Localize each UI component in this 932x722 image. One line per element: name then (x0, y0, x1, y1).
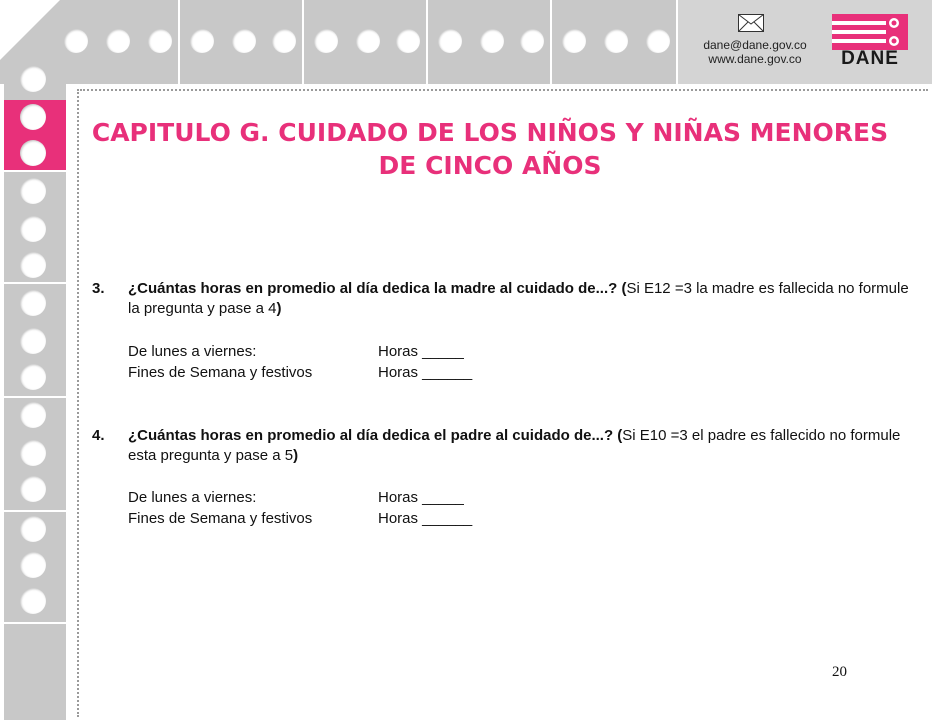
binder-hole (272, 29, 296, 53)
frame-line-vertical (77, 89, 79, 717)
binder-hole (190, 29, 214, 53)
binder-hole (646, 29, 670, 53)
binder-hole (106, 29, 130, 53)
binder-hole (20, 552, 46, 578)
answer-label: Fines de Semana y festivos (128, 364, 313, 381)
binder-hole (20, 290, 46, 316)
binder-hole (396, 29, 420, 53)
binder-hole (520, 29, 544, 53)
binder-panel (4, 624, 66, 722)
answer-label: Fines de Semana y festivos (128, 510, 313, 527)
question-instruction: Si E12 =3 la madre es fallecida no formule la pregunta y pase a 4 (128, 280, 909, 317)
hours-field[interactable]: Horas _____ (378, 489, 464, 506)
binder-hole (20, 328, 46, 354)
question-block (92, 426, 912, 536)
binder-hole (604, 29, 628, 53)
binder-hole (314, 29, 338, 53)
binder-hole (20, 402, 46, 428)
answer-label: De lunes a viernes: (128, 343, 257, 360)
frame-line-horizontal (80, 89, 928, 91)
binder-hole (148, 29, 172, 53)
binder-hole (20, 252, 46, 278)
contact-info (690, 8, 820, 78)
question-close-paren: ) (293, 447, 299, 464)
question-block (92, 279, 912, 389)
dane-logo-mark (832, 14, 908, 50)
binder-hole (20, 140, 46, 166)
question-text (128, 426, 918, 466)
question-main-text: ¿Cuántas horas en promedio al día dedica el padre al cuidado de...? ( (128, 427, 623, 444)
chapter-title-line2: DE CINCO AÑOS (378, 151, 602, 180)
dane-logo-text: DANE (841, 48, 899, 69)
binder-hole (20, 216, 46, 242)
binder-hole (20, 588, 46, 614)
contact-website[interactable]: www.dane.gov.co (708, 52, 802, 66)
binder-hole (20, 516, 46, 542)
binder-hole (20, 104, 46, 130)
top-binder-strip (0, 0, 932, 88)
chapter-title-line1: CAPITULO G. CUIDADO DE LOS NIÑOS Y NIÑAS MENORES (91, 118, 889, 147)
hours-field[interactable]: Horas ______ (378, 510, 473, 527)
contact-email[interactable]: dane@dane.gov.co (703, 38, 807, 52)
hours-field[interactable]: Horas ______ (378, 364, 473, 381)
dane-logo (828, 14, 912, 70)
binder-hole (438, 29, 462, 53)
binder-hole (20, 440, 46, 466)
binder-hole (480, 29, 504, 53)
question-close-paren: ) (276, 300, 282, 317)
question-number: 4. (92, 427, 105, 444)
binder-hole (562, 29, 586, 53)
binder-hole (20, 476, 46, 502)
binder-hole (20, 178, 46, 204)
page-number: 20 (832, 664, 847, 680)
binder-hole (20, 364, 46, 390)
binder-hole (356, 29, 380, 53)
binder-hole (232, 29, 256, 53)
chapter-title (90, 116, 890, 182)
answer-label: De lunes a viernes: (128, 489, 257, 506)
hours-field[interactable]: Horas _____ (378, 343, 464, 360)
binder-hole (20, 66, 46, 92)
question-text (128, 279, 918, 319)
question-number: 3. (92, 280, 105, 297)
question-main-text: ¿Cuántas horas en promedio al día dedica la madre al cuidado de...? ( (128, 280, 627, 297)
question-instruction: Si E10 =3 el padre es fallecido no formule esta pregunta y pase a 5 (128, 427, 901, 464)
envelope-icon (738, 14, 764, 32)
left-binder-strip (0, 0, 70, 720)
